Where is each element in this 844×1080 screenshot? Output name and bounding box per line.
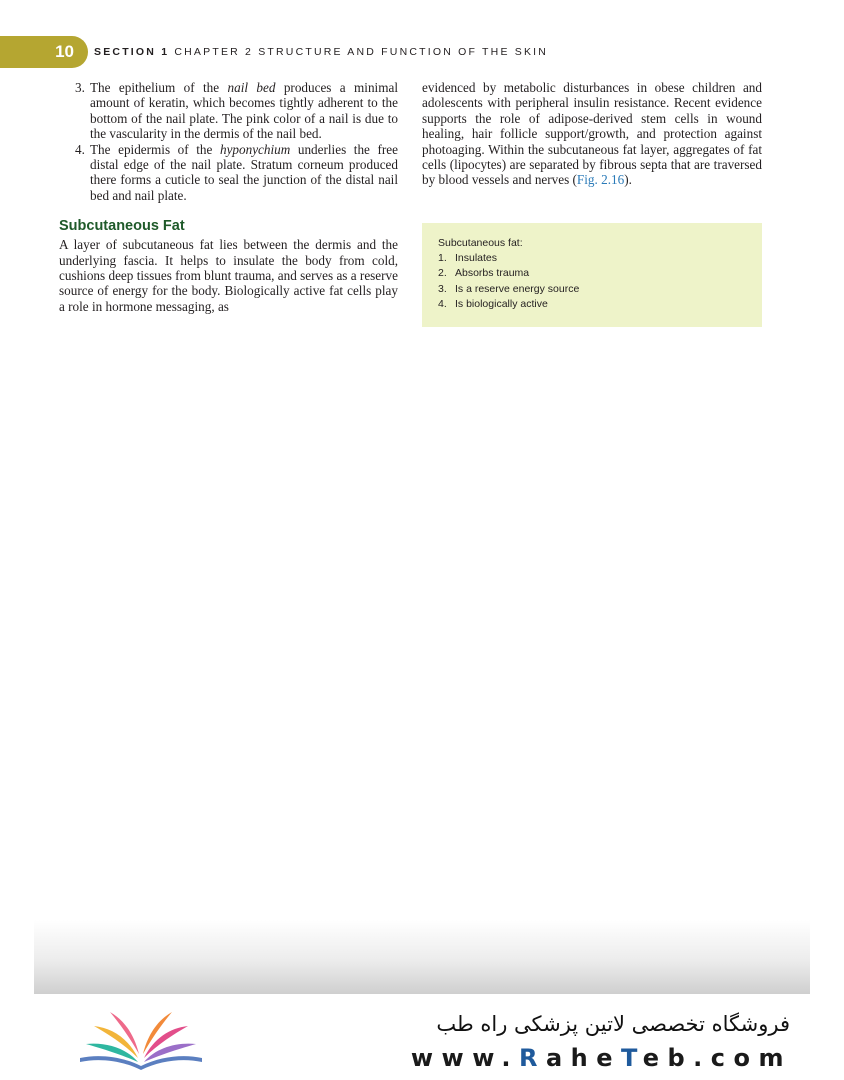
list-item — [59, 142, 398, 204]
paragraph-text: ). — [624, 172, 632, 188]
section-label: SECTION 1 — [94, 46, 170, 58]
summary-number: 3. — [438, 282, 447, 295]
page-number: 10 — [0, 36, 88, 68]
summary-number: 2. — [438, 267, 447, 280]
list-number: 4. — [75, 141, 85, 157]
summary-number: 4. — [438, 297, 447, 310]
footer-shadow — [34, 920, 810, 994]
website-url — [411, 1044, 792, 1072]
url-part: www. — [410, 1044, 519, 1072]
list-number: 3. — [75, 80, 85, 95]
body-paragraph — [422, 80, 762, 188]
right-column — [422, 80, 762, 188]
summary-title: Subcutaneous fat: — [438, 237, 523, 249]
list-text: The epidermis of the — [90, 141, 220, 157]
chapter-label: CHAPTER 2 STRUCTURE AND FUNCTION OF THE SKIN — [174, 46, 549, 58]
url-part: T — [621, 1044, 643, 1072]
figure-link[interactable]: Fig. 2.16 — [576, 172, 625, 188]
summary-box — [422, 223, 762, 327]
list-text: The epithelium of the — [90, 80, 228, 95]
paragraph-text: evidenced by metabolic disturbances in obese children and adolescents with peripheral insulin resistance. Recent evidence supports the role of adipose-derived stem cells in wound healing, hair follicle support/growth, and protection against photoaging. Within the subcutaneous fat layer, aggregates of fat cells (lipocytes) are separated by fibrous septa that are traversed by blood vessels and nerves ( — [422, 80, 762, 188]
body-paragraph: A layer of subcutaneous fat lies between the dermis and the underlying fascia. It helps to insulate the body from cold, cushions deep tissues from blunt trauma, and serves as a reserve source of energy for the body. Biologically active fat cells play a role in hormone messaging, as — [59, 237, 398, 314]
list-text: produces a minimal amount of keratin, which becomes tightly adherent to the bottom of the nail plate. The pink color of a nail is due to the vascularity in the dermis of the nail bed. — [90, 80, 398, 142]
left-column — [59, 80, 398, 314]
list-item — [59, 80, 398, 142]
url-part: R — [518, 1044, 546, 1072]
page-header — [0, 36, 844, 68]
summary-number: 1. — [438, 252, 447, 264]
summary-text: Is biologically active — [455, 297, 548, 310]
summary-item — [438, 282, 746, 297]
list-term: nail bed — [227, 80, 276, 95]
list-term: hyponychium — [219, 141, 291, 157]
url-part: ahe — [545, 1044, 621, 1072]
summary-item — [438, 266, 746, 281]
summary-list — [438, 251, 746, 312]
nail-list — [59, 80, 398, 203]
url-part: .com — [693, 1044, 792, 1072]
summary-item — [438, 297, 746, 312]
summary-text: Insulates — [455, 252, 498, 264]
section-heading: Subcutaneous Fat — [59, 218, 185, 235]
book-logo-icon — [76, 1008, 206, 1072]
summary-text: Absorbs trauma — [455, 267, 530, 280]
summary-text: Is a reserve energy source — [455, 282, 580, 295]
url-part: eb — [642, 1044, 694, 1072]
summary-item — [438, 251, 746, 266]
list-text: underlies the free distal edge of the nail plate. Stratum corneum produced there forms a cuticle to seal the junction of the distal nail bed and nail plate. — [90, 141, 398, 203]
store-name: فروشگاه تخصصی لاتین پزشکی راه طب — [436, 1012, 790, 1036]
running-head — [94, 36, 548, 68]
